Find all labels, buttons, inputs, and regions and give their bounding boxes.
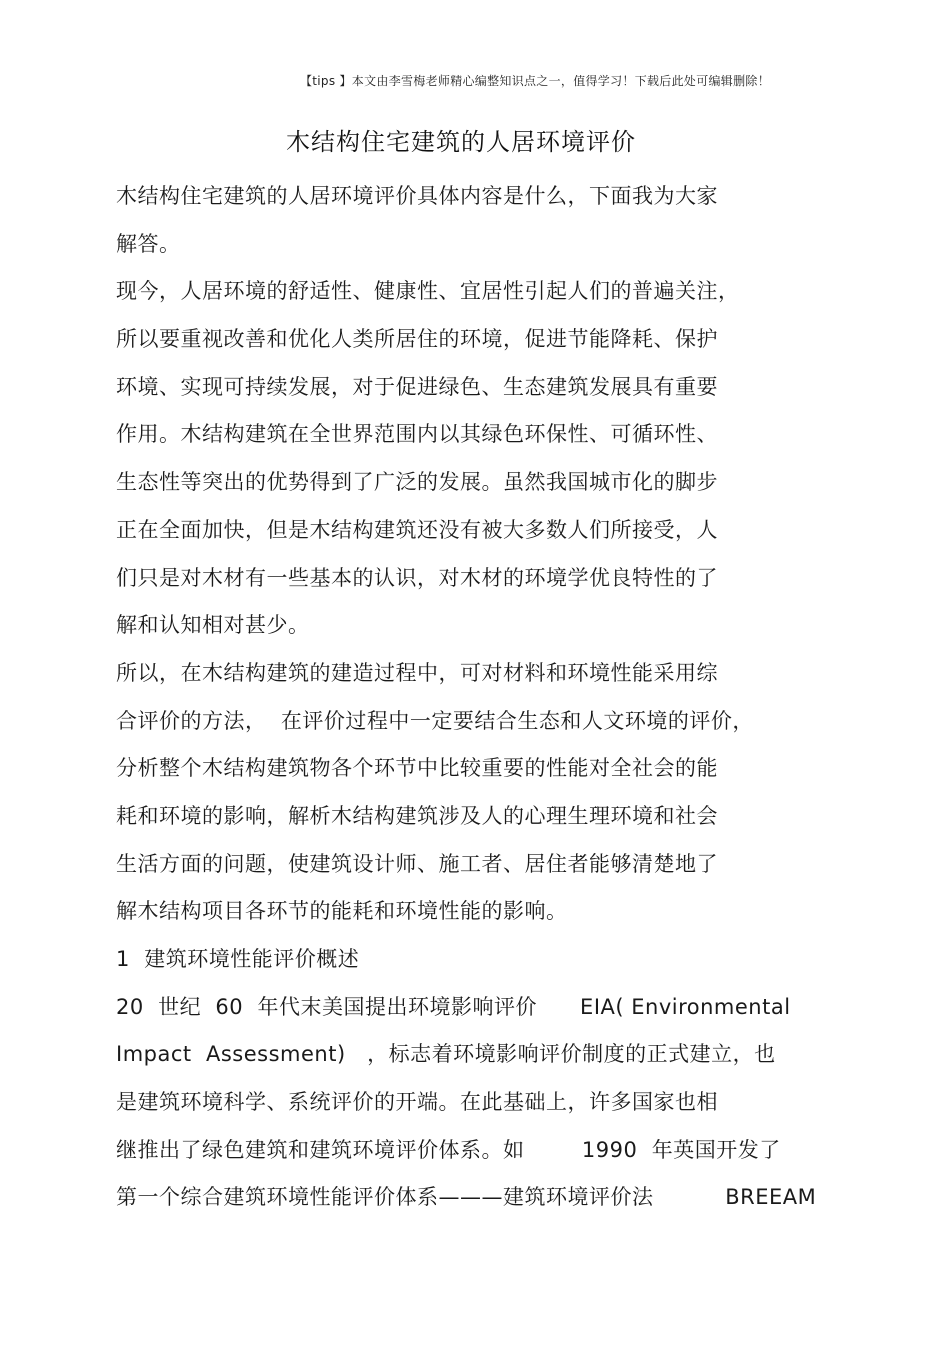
text-line: Impact Assessment) ，标志着环境影响评价制度的正式建立，也 bbox=[116, 1042, 776, 1067]
text-line: 环境、实现可持续发展，对于促进绿色、生态建筑发展具有重要 bbox=[116, 374, 718, 399]
text-line: 木结构住宅建筑的人居环境评价具体内容是什么，下面我为大家 bbox=[116, 184, 718, 208]
text-line: 继推出了绿色建筑和建筑环境评价体系。如 1990 年英国开发了 bbox=[116, 1137, 781, 1162]
text-line: 合评价的方法， 在评价过程中一定要结合生态和人文环境的评价， bbox=[116, 708, 754, 733]
body-text bbox=[116, 176, 866, 1225]
section-heading: 1 建筑环境性能评价概述 bbox=[116, 947, 360, 971]
text-line: 所以，在木结构建筑的建造过程中，可对材料和环境性能采用综 bbox=[116, 660, 718, 685]
text-line: 所以要重视改善和优化人类所居住的环境，促进节能降耗、保护 bbox=[116, 327, 718, 352]
text-line: 解和认知相对甚少。 bbox=[116, 613, 310, 638]
text-line: 解木结构项目各环节的能耗和环境性能的影响。 bbox=[116, 899, 568, 924]
text-line: 是建筑环境科学、系统评价的开端。在此基础上，许多国家也相 bbox=[116, 1090, 718, 1115]
text-line: 作用。木结构建筑在全世界范围内以其绿色环保性、可循环性、 bbox=[116, 422, 718, 447]
text-line: 分析整个木结构建筑物各个环节中比较重要的性能对全社会的能 bbox=[116, 756, 718, 781]
tips-header: 【tips 】本文由李雪梅老师精心编整知识点之一，值得学习！下载后此处可编辑删除！ bbox=[299, 74, 771, 88]
text-line: 现今，人居环境的舒适性、健康性、宜居性引起人们的普遍关注， bbox=[116, 279, 740, 304]
text-line: 解答。 bbox=[116, 231, 181, 256]
text-line: 第一个综合建筑环境性能评价体系———建筑环境评价法 BREEAM bbox=[116, 1185, 817, 1210]
text-line: 耗和环境的影响，解析木结构建筑涉及人的心理生理环境和社会 bbox=[116, 803, 718, 828]
text-line: 生活方面的问题，使建筑设计师、施工者、居住者能够清楚地了 bbox=[116, 851, 718, 876]
text-line: 20 世纪 60 年代末美国提出环境影响评价 EIA( Environmental bbox=[116, 994, 791, 1019]
page-title: 木结构住宅建筑的人居环境评价 bbox=[286, 128, 636, 156]
text-line: 们只是对木材有一些基本的认识，对木材的环境学优良特性的了 bbox=[116, 565, 718, 590]
text-line: 生态性等突出的优势得到了广泛的发展。虽然我国城市化的脚步 bbox=[116, 470, 718, 495]
text-line: 正在全面加快，但是木结构建筑还没有被大多数人们所接受，人 bbox=[116, 517, 718, 542]
